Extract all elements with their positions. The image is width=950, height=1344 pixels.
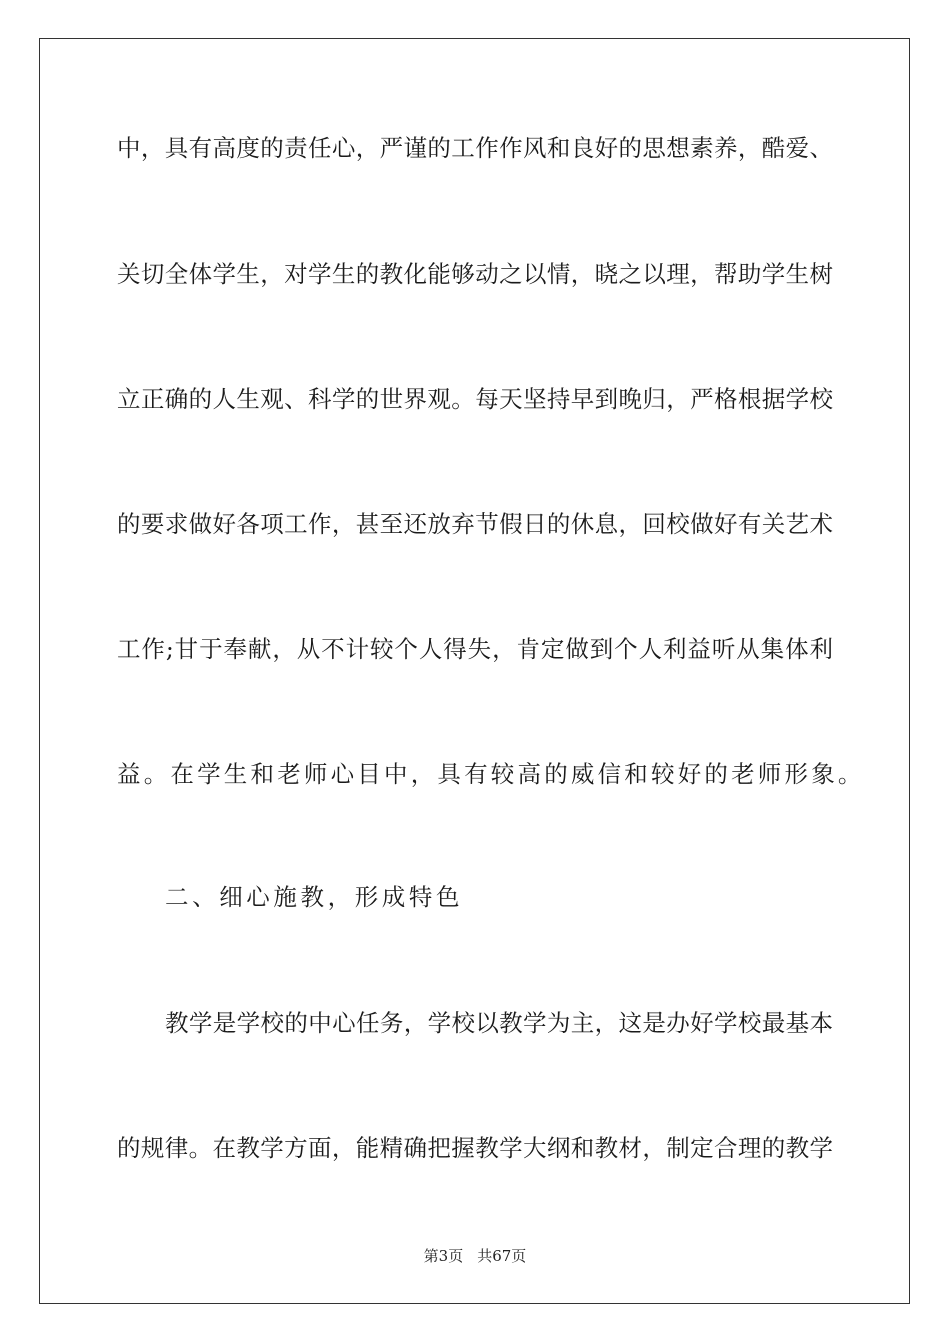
body-text-line: 的规律。在教学方面，能精确把握教学大纲和教材，制定合理的教学 <box>117 1134 833 1162</box>
page-footer <box>0 1246 950 1266</box>
body-text-line: 关切全体学生，对学生的教化能够动之以情，晓之以理，帮助学生树 <box>117 260 833 288</box>
body-text-line: 的要求做好各项工作，甚至还放弃节假日的休息，回校做好有关艺术 <box>117 510 833 538</box>
body-text-line: 教学是学校的中心任务，学校以教学为主，这是办好学校最基本 <box>165 1009 833 1037</box>
body-text-line: 益。在学生和老师心目中，具有较高的威信和较好的老师形象。 <box>117 760 865 788</box>
section-heading: 二、细心施教，形成特色 <box>165 883 464 911</box>
body-text-line: 工作;甘于奉献，从不计较个人得失，肯定做到个人利益听从集体利 <box>117 635 833 663</box>
page-number: 第3页 <box>423 1247 464 1265</box>
total-pages: 共67页 <box>477 1247 527 1265</box>
body-text-line: 立正确的人生观、科学的世界观。每天坚持早到晚归，严格根据学校 <box>117 385 833 413</box>
page-frame <box>39 38 910 1304</box>
body-text-line: 中，具有高度的责任心，严谨的工作作风和良好的思想素养，酷爱、 <box>117 134 833 162</box>
